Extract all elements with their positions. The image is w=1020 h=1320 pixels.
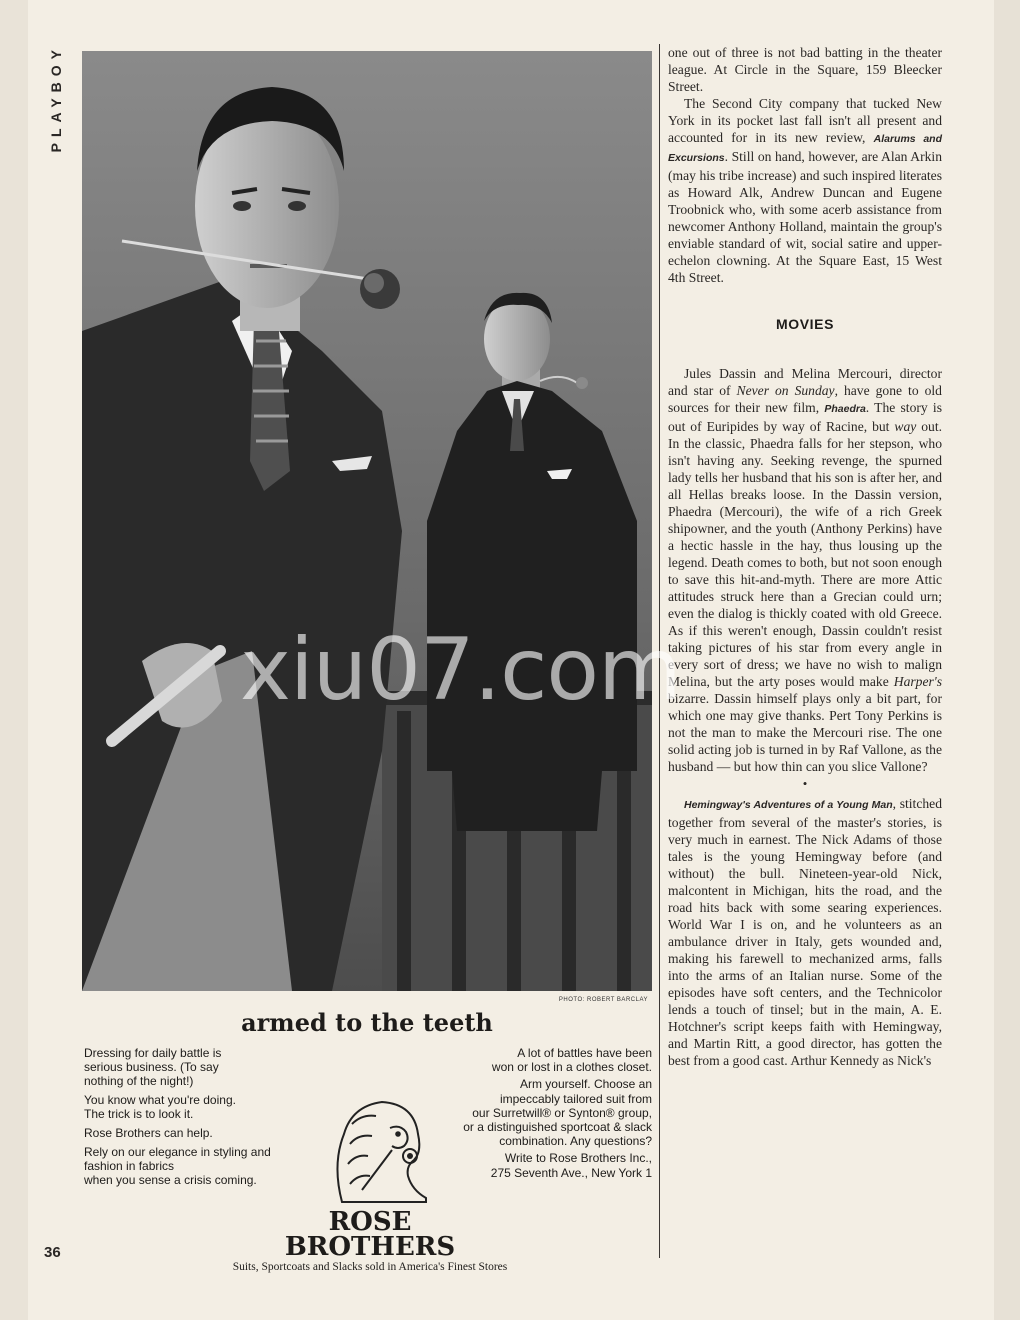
ad-copy-paragraph: You know what you're doing. The trick is to look it.: [84, 1093, 236, 1121]
ad-copy-right: [418, 1046, 652, 1183]
page-edge-right: [994, 0, 1020, 1320]
ad-photograph: [82, 51, 652, 1003]
show-title: Alarums and Excursions: [668, 133, 942, 164]
brand-name: [200, 1207, 540, 1262]
column-divider: [659, 44, 660, 1258]
ad-copy-left: [84, 1046, 334, 1192]
ad-copy-paragraph: Arm yourself. Choose an impeccably tailored suit from our Surretwill® or Synton® group, or a distinguished sportcoat & slack combination. Any questions?: [463, 1077, 652, 1149]
watermark-text: xiu07.com: [240, 620, 681, 720]
brand-tagline: Suits, Sportcoats and Slacks sold in America's Finest Stores: [232, 1261, 508, 1273]
ad-copy-paragraph: A lot of battles have been won or lost in a clothes closet.: [491, 1046, 652, 1075]
ad-headline: armed to the teeth: [241, 1008, 493, 1037]
article-column: [668, 44, 942, 1069]
photo-credit: PHOTO: ROBERT BARCLAY: [558, 997, 648, 1003]
brand-line: ROSE: [328, 1207, 412, 1237]
section-heading: MOVIES: [775, 316, 835, 332]
ad-copy-paragraph: Rose Brothers can help.: [84, 1126, 213, 1140]
page-edge-left: [0, 0, 28, 1320]
article-paragraph: Hemingway's Adventures of a Young Man, stitched together from several of the master's stories, is very much in earnest. The Nick Adams of those tales is the young Hemingway before (and without) the bull. Nineteen-year-old Nick, malcontent in Michigan, hits the road, and the road hits back with some searing experiences. World War I is on, and he volunteers as an ambulance driver in Italy, gets wounded and, making his farewell to mechanized arms, falls into the arms of an Italian nurse. Some of the episodes have soft centers, and the Technicolor lends a touch of tinsel; but in the main, A. E. Hotchner's script keeps faith with Hemingway, and Martin Ritt, a good director, has gotten the best from a good cast. Arthur Kennedy as Nick's: [668, 796, 942, 1068]
film-title: Never on Sunday: [736, 383, 835, 398]
ad-copy-paragraph: Write to Rose Brothers Inc., 275 Seventh Ave., New York 1: [490, 1151, 652, 1180]
article-paragraph: The Second City company that tucked New York in its pocket last fall isn't all present and accounted for in its new review, Alarums and Excursions. Still on hand, however, are Alan Arkin (may his tribe increase) and such inspired literates as Howard Alk, Andrew Duncan and Eugene Troobnick who, with some acerb assistance from newcomer Anthony Holland, maintain the group's enviable standard of wit, social satire and upper-echelon clowning. At the Square East, 15 West 4th Street.: [668, 96, 942, 285]
film-title: Hemingway's Adventures of a Young Man: [684, 799, 893, 811]
brand-line: BROTHERS: [284, 1232, 456, 1262]
ad-copy-paragraph: Dressing for daily battle is serious business. (To say nothing of the night!): [84, 1046, 222, 1088]
ad-photo-illustration: [82, 51, 652, 991]
section-bullet: •: [802, 776, 808, 791]
article-paragraph: one out of three is not bad batting in the theater league. At Circle in the Square, 159 Bleecker Street.: [668, 45, 942, 94]
ad-copy-paragraph: Rely on our elegance in styling and fashion in fabrics when you sense a crisis coming.: [84, 1145, 271, 1187]
magazine-title: Harper's: [893, 674, 942, 689]
page-number: 36: [44, 1244, 61, 1261]
film-title: Phaedra: [824, 403, 866, 415]
article-paragraph: Jules Dassin and Melina Mercouri, director and star of Never on Sunday, have gone to old sources for their new film, Phaedra. The story is out of Euripides by way of Racine, but way out. In the classic, Phaedra falls for her stepson, who isn't having any. Seeking revenge, the spurned lady tells her husband that his son is after her, and all Hellas breaks loose. In the Dassin version, Phaedra (Mercouri), the wife of a rich Greek shipowner, and the youth (Anthony Perkins) have a hectic hassle in the hay, thus lousing up the legend. Death comes to both, but not soon enough to save this hit-and-myth. There are more Attic attitudes struck here than a Grecian could urn; even the dialog is thickly coated with old Greece. As if this weren't enough, Dassin couldn't resist taking pictures of his star from every angle in every sort of dress; we have no wish to malign Melina, but the arty poses would make Harper's bizarre. Dassin himself plays only a bit part, for which one may give thanks. Pert Tony Perkins is not the man to make the Mercouri rise. The one solid acting job is turned in by Raf Vallone, as the husband — but how thin can you slice Vallone?: [668, 366, 942, 774]
magazine-spine-title: PLAYBOY: [48, 44, 64, 153]
